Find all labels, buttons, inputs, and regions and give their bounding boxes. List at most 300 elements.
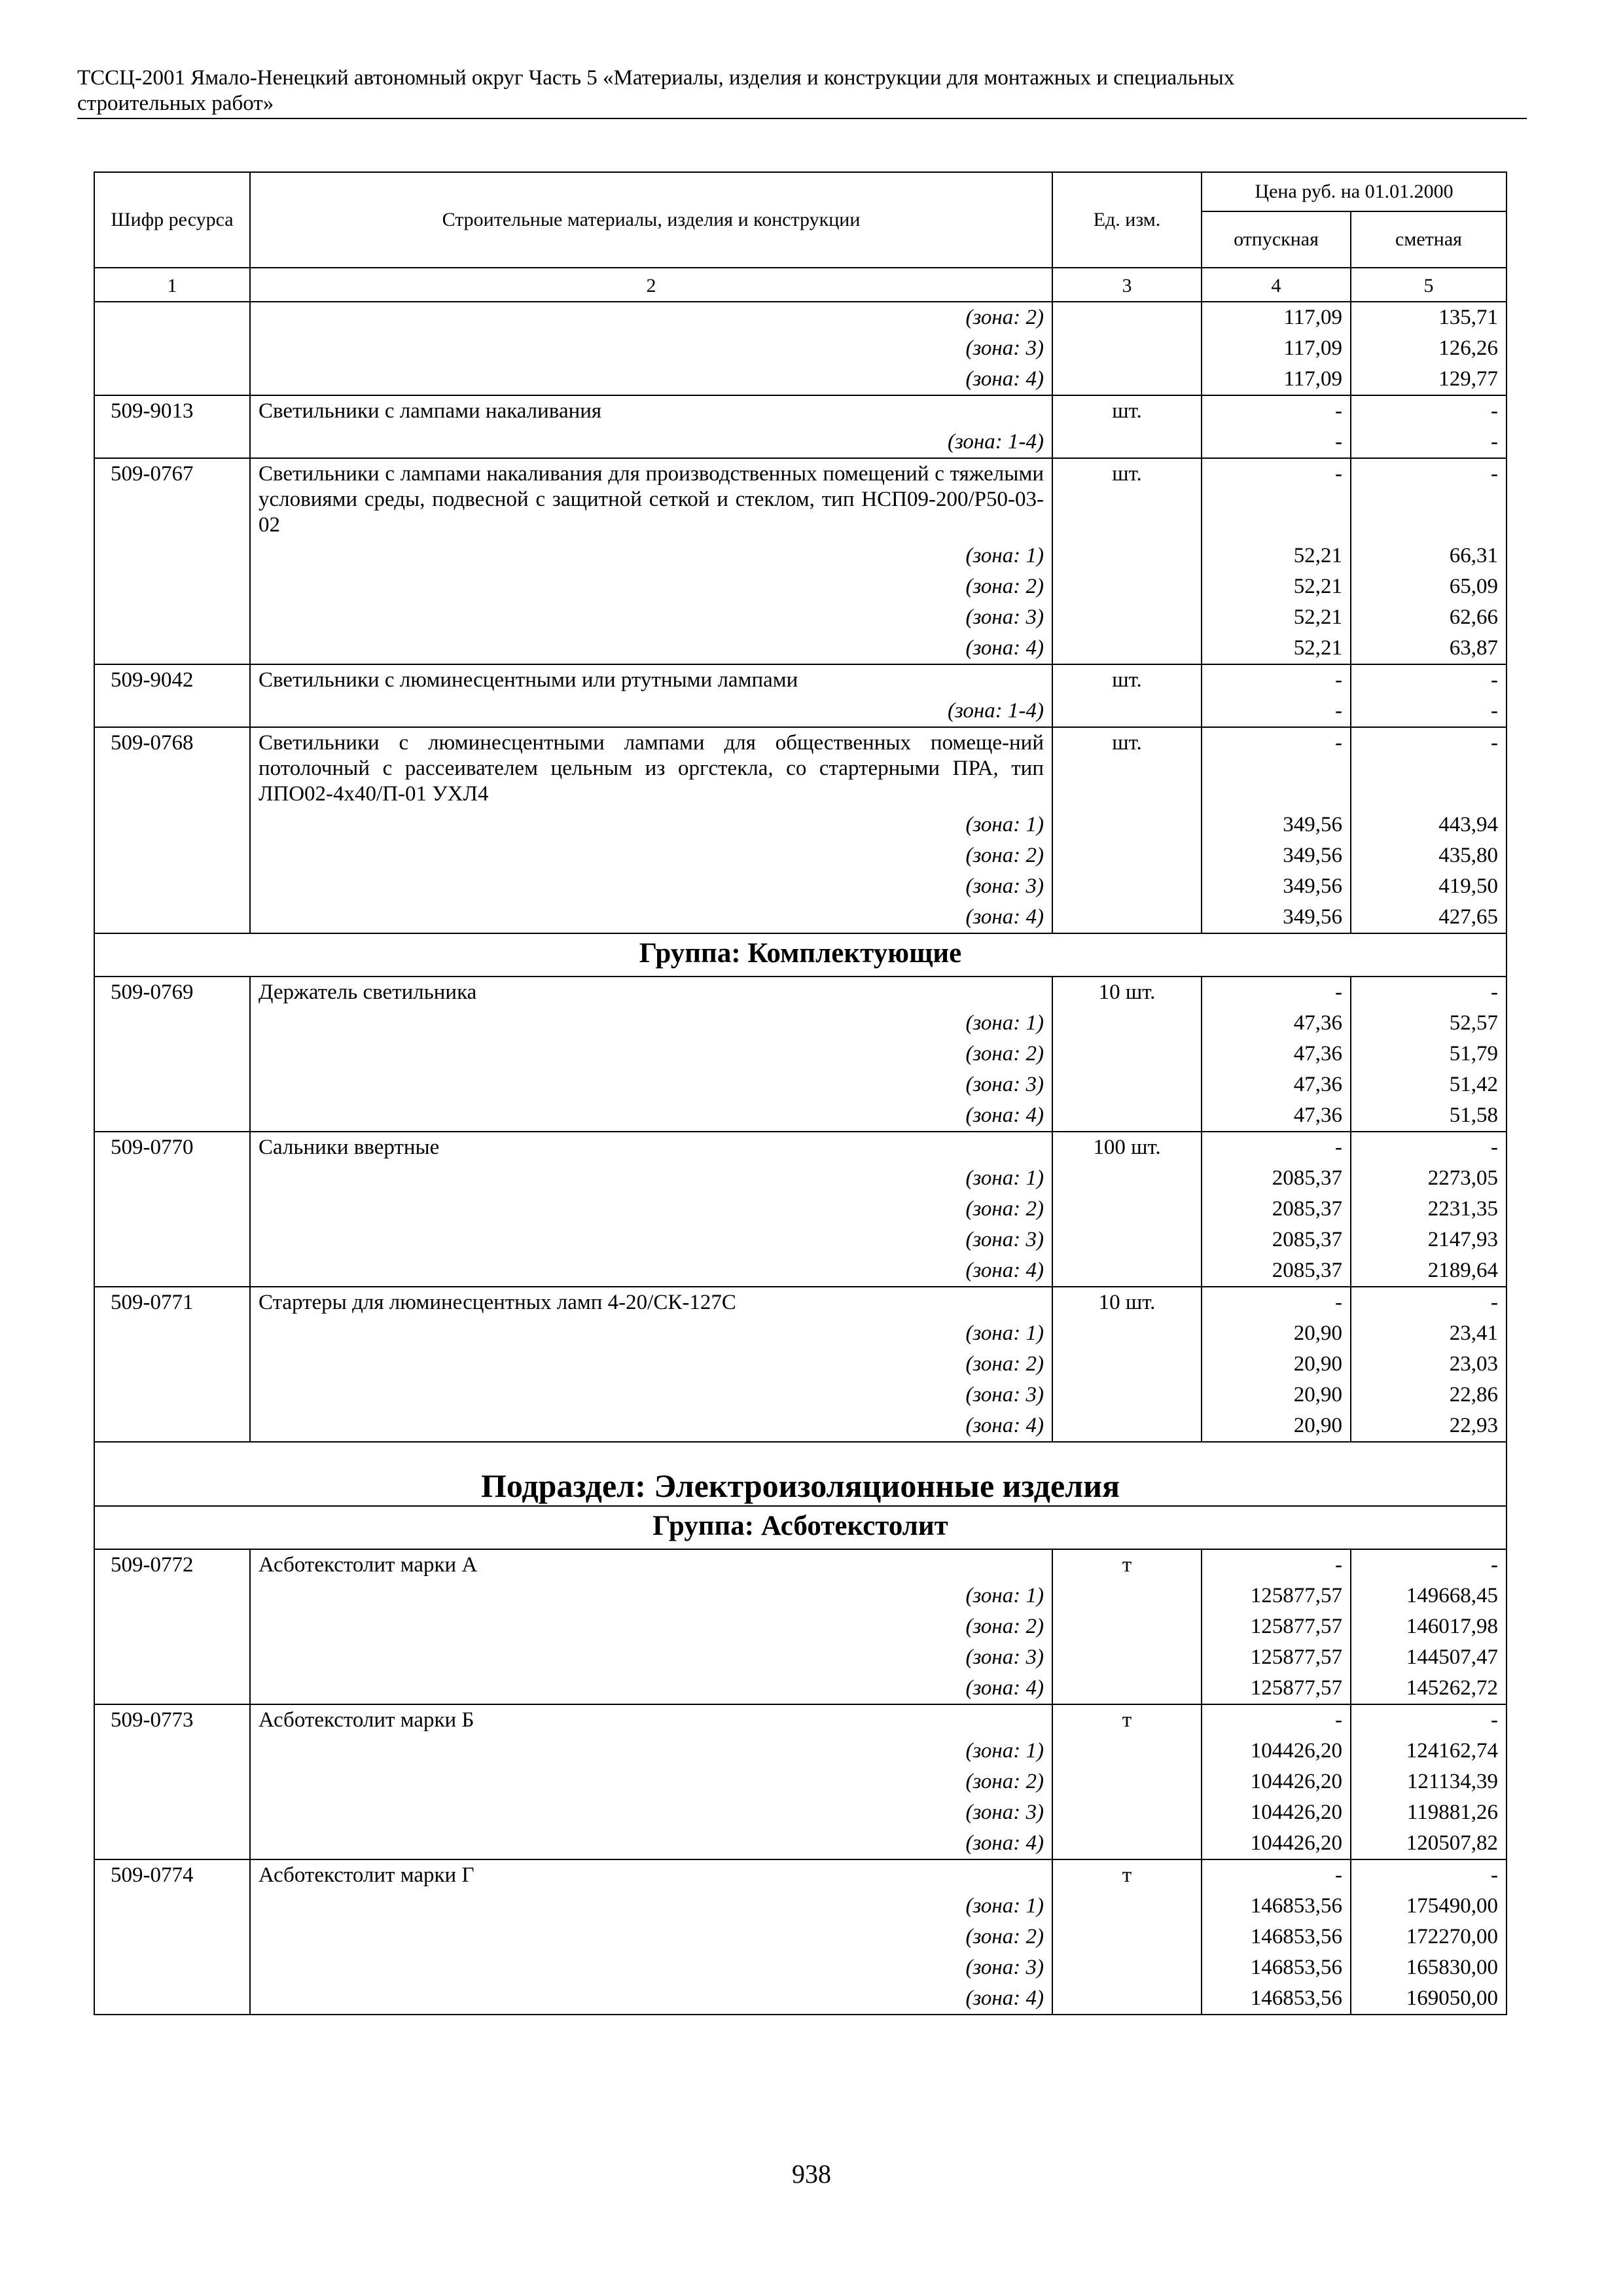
zone-row — [94, 696, 1507, 727]
release-price: 52,21 — [1202, 571, 1351, 602]
estimate-price: - — [1351, 458, 1507, 541]
zone-label: (зона: 2) — [250, 1039, 1052, 1069]
subsection-heading: Подраздел: Электроизоляционные изделия — [94, 1442, 1507, 1506]
zone-label: (зона: 2) — [250, 1194, 1052, 1225]
release-price: 2085,37 — [1202, 1194, 1351, 1225]
zone-row — [94, 1349, 1507, 1380]
unit-empty — [1052, 633, 1202, 664]
material-name: Сальники ввертные — [250, 1132, 1052, 1163]
table-header — [94, 172, 1507, 302]
col-number-3: 3 — [1052, 268, 1202, 302]
unit-empty — [1052, 1410, 1202, 1442]
release-price: 125877,57 — [1202, 1642, 1351, 1673]
material-name: Светильники с лампами накаливания — [250, 395, 1052, 427]
estimate-price: 149668,45 — [1351, 1581, 1507, 1611]
estimate-price: 52,57 — [1351, 1008, 1507, 1039]
subsection-heading-row — [94, 1442, 1507, 1506]
zone-row — [94, 541, 1507, 571]
release-price: - — [1202, 1549, 1351, 1581]
zone-row — [94, 1163, 1507, 1194]
zone-label: (зона: 1) — [250, 1736, 1052, 1767]
resource-code: 509-0774 — [94, 1859, 250, 1891]
unit-empty — [1052, 810, 1202, 840]
zone-label: (зона: 3) — [250, 1642, 1052, 1673]
unit-empty — [1052, 1380, 1202, 1410]
zone-label: (зона: 1) — [250, 541, 1052, 571]
unit-empty — [1052, 1163, 1202, 1194]
release-price: - — [1202, 395, 1351, 427]
estimate-price: 146017,98 — [1351, 1611, 1507, 1642]
release-price: 47,36 — [1202, 1100, 1351, 1132]
zone-label: (зона: 1) — [250, 1581, 1052, 1611]
resource-code-empty — [94, 1736, 250, 1767]
estimate-price: - — [1351, 727, 1507, 810]
unit-empty — [1052, 1225, 1202, 1255]
group-heading: Группа: Асботекстолит — [94, 1506, 1507, 1549]
zone-row — [94, 1255, 1507, 1287]
unit-of-measure: т — [1052, 1549, 1202, 1581]
zone-label: (зона: 4) — [250, 1673, 1052, 1704]
resource-code-empty — [94, 1069, 250, 1100]
unit-empty — [1052, 1673, 1202, 1704]
unit-empty — [1052, 541, 1202, 571]
release-price: - — [1202, 1859, 1351, 1891]
release-price: 146853,56 — [1202, 1922, 1351, 1952]
estimate-price: - — [1351, 395, 1507, 427]
unit-empty — [1052, 1736, 1202, 1767]
estimate-price: 435,80 — [1351, 840, 1507, 871]
zone-row — [94, 1767, 1507, 1797]
group-heading-row — [94, 1506, 1507, 1549]
resource-code-empty — [94, 1410, 250, 1442]
resource-code: 509-0767 — [94, 458, 250, 541]
resource-code-empty — [94, 1008, 250, 1039]
release-price: - — [1202, 1704, 1351, 1736]
zone-row — [94, 364, 1507, 395]
resource-code-empty — [94, 1767, 250, 1797]
zone-row — [94, 840, 1507, 871]
release-price: 104426,20 — [1202, 1736, 1351, 1767]
zone-label: (зона: 2) — [250, 1349, 1052, 1380]
resource-code-empty — [94, 840, 250, 871]
estimate-price: 169050,00 — [1351, 1983, 1507, 2015]
unit-of-measure: шт. — [1052, 727, 1202, 810]
resource-code: 509-0772 — [94, 1549, 250, 1581]
release-price: 52,21 — [1202, 602, 1351, 633]
release-price: 52,21 — [1202, 541, 1351, 571]
resource-code: 509-9042 — [94, 664, 250, 696]
unit-of-measure: шт. — [1052, 664, 1202, 696]
unit-empty — [1052, 571, 1202, 602]
zone-label: (зона: 2) — [250, 1767, 1052, 1797]
zone-label: (зона: 4) — [250, 902, 1052, 933]
zone-label: (зона: 4) — [250, 1828, 1052, 1859]
resource-code-empty — [94, 1922, 250, 1952]
unit-empty — [1052, 1952, 1202, 1983]
unit-empty — [1052, 840, 1202, 871]
estimate-price: - — [1351, 1859, 1507, 1891]
zone-row — [94, 1611, 1507, 1642]
unit-empty — [1052, 302, 1202, 333]
unit-empty — [1052, 1611, 1202, 1642]
material-name: Асботекстолит марки Б — [250, 1704, 1052, 1736]
release-price: 125877,57 — [1202, 1581, 1351, 1611]
resource-code-empty — [94, 696, 250, 727]
resource-code: 509-0768 — [94, 727, 250, 810]
zone-row — [94, 1008, 1507, 1039]
unit-of-measure: шт. — [1052, 458, 1202, 541]
release-price: 146853,56 — [1202, 1891, 1351, 1922]
estimate-price: - — [1351, 1287, 1507, 1318]
estimate-price: 120507,82 — [1351, 1828, 1507, 1859]
release-price: 349,56 — [1202, 810, 1351, 840]
col-header-release-price: отпускная — [1202, 211, 1351, 268]
unit-of-measure: шт. — [1052, 395, 1202, 427]
estimate-price: 126,26 — [1351, 333, 1507, 364]
unit-empty — [1052, 1318, 1202, 1349]
resource-code-empty — [94, 902, 250, 933]
release-price: - — [1202, 427, 1351, 458]
estimate-price: - — [1351, 1132, 1507, 1163]
zone-label: (зона: 3) — [250, 333, 1052, 364]
estimate-price: 172270,00 — [1351, 1922, 1507, 1952]
release-price: 52,21 — [1202, 633, 1351, 664]
material-name: Асботекстолит марки Г — [250, 1859, 1052, 1891]
material-name: Светильники с лампами накаливания для производственных помещений с тяжелыми условиями среды, подвесной с защитной сеткой и стеклом, тип НСП09-200/Р50-03-02 — [250, 458, 1052, 541]
zone-label: (зона: 4) — [250, 1255, 1052, 1287]
estimate-price: - — [1351, 1704, 1507, 1736]
release-price: - — [1202, 1132, 1351, 1163]
unit-empty — [1052, 364, 1202, 395]
release-price: 117,09 — [1202, 364, 1351, 395]
resource-code: 509-0770 — [94, 1132, 250, 1163]
release-price: 20,90 — [1202, 1318, 1351, 1349]
unit-of-measure: 10 шт. — [1052, 1287, 1202, 1318]
zone-label: (зона: 3) — [250, 602, 1052, 633]
estimate-price: 2273,05 — [1351, 1163, 1507, 1194]
page-number: 938 — [792, 2159, 831, 2189]
zone-label: (зона: 3) — [250, 1952, 1052, 1983]
unit-empty — [1052, 871, 1202, 902]
zone-label: (зона: 1-4) — [250, 696, 1052, 727]
estimate-price: 443,94 — [1351, 810, 1507, 840]
estimate-price: 66,31 — [1351, 541, 1507, 571]
zone-row — [94, 1983, 1507, 2015]
resource-code-empty — [94, 633, 250, 664]
release-price: 349,56 — [1202, 840, 1351, 871]
release-price: - — [1202, 696, 1351, 727]
zone-label: (зона: 4) — [250, 1100, 1052, 1132]
resource-code-empty — [94, 602, 250, 633]
release-price: 2085,37 — [1202, 1163, 1351, 1194]
zone-row — [94, 571, 1507, 602]
resource-code-empty — [94, 1797, 250, 1828]
zone-label: (зона: 1) — [250, 810, 1052, 840]
estimate-price: 175490,00 — [1351, 1891, 1507, 1922]
zone-label: (зона: 2) — [250, 302, 1052, 333]
price-table — [94, 171, 1507, 2015]
resource-code: 509-0771 — [94, 1287, 250, 1318]
release-price: 146853,56 — [1202, 1983, 1351, 2015]
unit-empty — [1052, 1069, 1202, 1100]
resource-code: 509-0769 — [94, 977, 250, 1008]
estimate-price: - — [1351, 977, 1507, 1008]
zone-label: (зона: 4) — [250, 633, 1052, 664]
resource-code-empty — [94, 427, 250, 458]
zone-row — [94, 1891, 1507, 1922]
zone-row — [94, 1194, 1507, 1225]
resource-code-empty — [94, 1318, 250, 1349]
resource-code-empty — [94, 1673, 250, 1704]
unit-empty — [1052, 1581, 1202, 1611]
resource-code-empty — [94, 1581, 250, 1611]
zone-row — [94, 1039, 1507, 1069]
unit-of-measure: 100 шт. — [1052, 1132, 1202, 1163]
item-row — [94, 395, 1507, 427]
estimate-price: 22,93 — [1351, 1410, 1507, 1442]
unit-empty — [1052, 1922, 1202, 1952]
zone-label: (зона: 3) — [250, 1797, 1052, 1828]
zone-label: (зона: 1) — [250, 1163, 1052, 1194]
resource-code-empty — [94, 1952, 250, 1983]
zone-row — [94, 871, 1507, 902]
resource-code-empty — [94, 1100, 250, 1132]
estimate-price: 135,71 — [1351, 302, 1507, 333]
resource-code: 509-9013 — [94, 395, 250, 427]
release-price: 47,36 — [1202, 1069, 1351, 1100]
zone-row — [94, 1100, 1507, 1132]
unit-empty — [1052, 602, 1202, 633]
zone-label: (зона: 2) — [250, 1611, 1052, 1642]
release-price: 117,09 — [1202, 333, 1351, 364]
release-price: 146853,56 — [1202, 1952, 1351, 1983]
col-header-unit: Ед. изм. — [1052, 172, 1202, 268]
zone-row — [94, 1642, 1507, 1673]
release-price: 104426,20 — [1202, 1767, 1351, 1797]
estimate-price: - — [1351, 696, 1507, 727]
zone-label: (зона: 1) — [250, 1318, 1052, 1349]
resource-code-empty — [94, 1828, 250, 1859]
estimate-price: 144507,47 — [1351, 1642, 1507, 1673]
estimate-price: 165830,00 — [1351, 1952, 1507, 1983]
zone-label: (зона: 3) — [250, 871, 1052, 902]
item-row — [94, 977, 1507, 1008]
col-header-name: Строительные материалы, изделия и конструкции — [250, 172, 1052, 268]
resource-code-empty — [94, 1255, 250, 1287]
release-price: - — [1202, 977, 1351, 1008]
item-row — [94, 1132, 1507, 1163]
unit-empty — [1052, 1100, 1202, 1132]
release-price: - — [1202, 458, 1351, 541]
resource-code-empty — [94, 1163, 250, 1194]
release-price: 349,56 — [1202, 871, 1351, 902]
item-row — [94, 1859, 1507, 1891]
zone-row — [94, 1952, 1507, 1983]
unit-of-measure: 10 шт. — [1052, 977, 1202, 1008]
material-name: Стартеры для люминесцентных ламп 4-20/СК-127С — [250, 1287, 1052, 1318]
unit-empty — [1052, 1039, 1202, 1069]
estimate-price: 145262,72 — [1351, 1673, 1507, 1704]
estimate-price: 23,03 — [1351, 1349, 1507, 1380]
running-header — [77, 65, 1527, 119]
estimate-price: 51,79 — [1351, 1039, 1507, 1069]
estimate-price: 22,86 — [1351, 1380, 1507, 1410]
unit-empty — [1052, 1194, 1202, 1225]
zone-label: (зона: 2) — [250, 840, 1052, 871]
estimate-price: 51,58 — [1351, 1100, 1507, 1132]
zone-label: (зона: 2) — [250, 1922, 1052, 1952]
estimate-price: 2147,93 — [1351, 1225, 1507, 1255]
release-price: 2085,37 — [1202, 1225, 1351, 1255]
running-header-line-1: ТССЦ-2001 Ямало-Ненецкий автономный округ Часть 5 «Материалы, изделия и конструкции для монтажных и специальных — [77, 66, 1235, 90]
running-header-line-2: строительных работ» — [77, 92, 274, 115]
item-row — [94, 1704, 1507, 1736]
estimate-price: 121134,39 — [1351, 1767, 1507, 1797]
resource-code-empty — [94, 1611, 250, 1642]
release-price: - — [1202, 664, 1351, 696]
estimate-price: 2189,64 — [1351, 1255, 1507, 1287]
release-price: - — [1202, 1287, 1351, 1318]
release-price: 47,36 — [1202, 1008, 1351, 1039]
estimate-price: 419,50 — [1351, 871, 1507, 902]
resource-code-empty — [94, 541, 250, 571]
estimate-price: 2231,35 — [1351, 1194, 1507, 1225]
unit-empty — [1052, 902, 1202, 933]
estimate-price: - — [1351, 664, 1507, 696]
zone-row — [94, 1410, 1507, 1442]
zone-row — [94, 1225, 1507, 1255]
estimate-price: 62,66 — [1351, 602, 1507, 633]
unit-of-measure: т — [1052, 1704, 1202, 1736]
zone-row — [94, 1673, 1507, 1704]
zone-row — [94, 1318, 1507, 1349]
zone-row — [94, 302, 1507, 333]
col-number-1: 1 — [94, 268, 250, 302]
unit-empty — [1052, 1349, 1202, 1380]
estimate-price: 129,77 — [1351, 364, 1507, 395]
estimate-price: 63,87 — [1351, 633, 1507, 664]
item-row — [94, 458, 1507, 541]
resource-code-empty — [94, 333, 250, 364]
col-number-4: 4 — [1202, 268, 1351, 302]
resource-code-empty — [94, 1349, 250, 1380]
resource-code-empty — [94, 1225, 250, 1255]
unit-empty — [1052, 696, 1202, 727]
zone-row — [94, 810, 1507, 840]
resource-code-empty — [94, 1194, 250, 1225]
zone-label: (зона: 3) — [250, 1069, 1052, 1100]
zone-label: (зона: 3) — [250, 1380, 1052, 1410]
unit-empty — [1052, 1255, 1202, 1287]
unit-empty — [1052, 1797, 1202, 1828]
zone-row — [94, 1069, 1507, 1100]
release-price: 104426,20 — [1202, 1797, 1351, 1828]
zone-row — [94, 602, 1507, 633]
estimate-price: 51,42 — [1351, 1069, 1507, 1100]
resource-code-empty — [94, 1983, 250, 2015]
release-price: 20,90 — [1202, 1349, 1351, 1380]
zone-label: (зона: 4) — [250, 364, 1052, 395]
resource-code-empty — [94, 871, 250, 902]
release-price: 125877,57 — [1202, 1673, 1351, 1704]
unit-empty — [1052, 1891, 1202, 1922]
estimate-price: - — [1351, 1549, 1507, 1581]
estimate-price: 65,09 — [1351, 571, 1507, 602]
material-name: Асботекстолит марки А — [250, 1549, 1052, 1581]
item-row — [94, 664, 1507, 696]
release-price: 125877,57 — [1202, 1611, 1351, 1642]
col-header-code: Шифр ресурса — [94, 172, 250, 268]
release-price: 104426,20 — [1202, 1828, 1351, 1859]
material-name: Светильники с люминесцентными или ртутными лампами — [250, 664, 1052, 696]
estimate-price: 23,41 — [1351, 1318, 1507, 1349]
release-price: - — [1202, 727, 1351, 810]
unit-empty — [1052, 427, 1202, 458]
col-number-5: 5 — [1351, 268, 1507, 302]
zone-label: (зона: 3) — [250, 1225, 1052, 1255]
release-price: 47,36 — [1202, 1039, 1351, 1069]
table-body — [94, 302, 1507, 2015]
item-row — [94, 1287, 1507, 1318]
zone-row — [94, 1922, 1507, 1952]
unit-of-measure: т — [1052, 1859, 1202, 1891]
col-header-price-group: Цена руб. на 01.01.2000 — [1202, 172, 1507, 211]
resource-code-empty — [94, 364, 250, 395]
zone-label: (зона: 1) — [250, 1891, 1052, 1922]
release-price: 20,90 — [1202, 1410, 1351, 1442]
group-heading: Группа: Комплектующие — [94, 933, 1507, 977]
estimate-price: - — [1351, 427, 1507, 458]
resource-code-empty — [94, 302, 250, 333]
zone-row — [94, 1797, 1507, 1828]
unit-empty — [1052, 1983, 1202, 2015]
resource-code-empty — [94, 1891, 250, 1922]
estimate-price: 427,65 — [1351, 902, 1507, 933]
estimate-price: 119881,26 — [1351, 1797, 1507, 1828]
unit-empty — [1052, 1642, 1202, 1673]
zone-label: (зона: 1) — [250, 1008, 1052, 1039]
zone-row — [94, 333, 1507, 364]
material-name: Держатель светильника — [250, 977, 1052, 1008]
resource-code-empty — [94, 1642, 250, 1673]
resource-code-empty — [94, 571, 250, 602]
zone-row — [94, 902, 1507, 933]
release-price: 349,56 — [1202, 902, 1351, 933]
unit-empty — [1052, 1828, 1202, 1859]
zone-row — [94, 1828, 1507, 1859]
estimate-price: 124162,74 — [1351, 1736, 1507, 1767]
zone-row — [94, 1380, 1507, 1410]
zone-row — [94, 1736, 1507, 1767]
zone-label: (зона: 4) — [250, 1410, 1052, 1442]
group-heading-row — [94, 933, 1507, 977]
zone-label: (зона: 2) — [250, 571, 1052, 602]
release-price: 117,09 — [1202, 302, 1351, 333]
release-price: 2085,37 — [1202, 1255, 1351, 1287]
material-name: Светильники с люминесцентными лампами для общественных помеще-ний потолочный с рассеивателем цельным из оргстекла, со стартерными ПРА, тип ЛПО02-4х40/П-01 УХЛ4 — [250, 727, 1052, 810]
resource-code-empty — [94, 1039, 250, 1069]
resource-code-empty — [94, 1380, 250, 1410]
item-row — [94, 1549, 1507, 1581]
zone-label: (зона: 4) — [250, 1983, 1052, 2015]
unit-empty — [1052, 1767, 1202, 1797]
zone-row — [94, 633, 1507, 664]
unit-empty — [1052, 1008, 1202, 1039]
item-row — [94, 727, 1507, 810]
unit-empty — [1052, 333, 1202, 364]
zone-label: (зона: 1-4) — [250, 427, 1052, 458]
col-number-2: 2 — [250, 268, 1052, 302]
